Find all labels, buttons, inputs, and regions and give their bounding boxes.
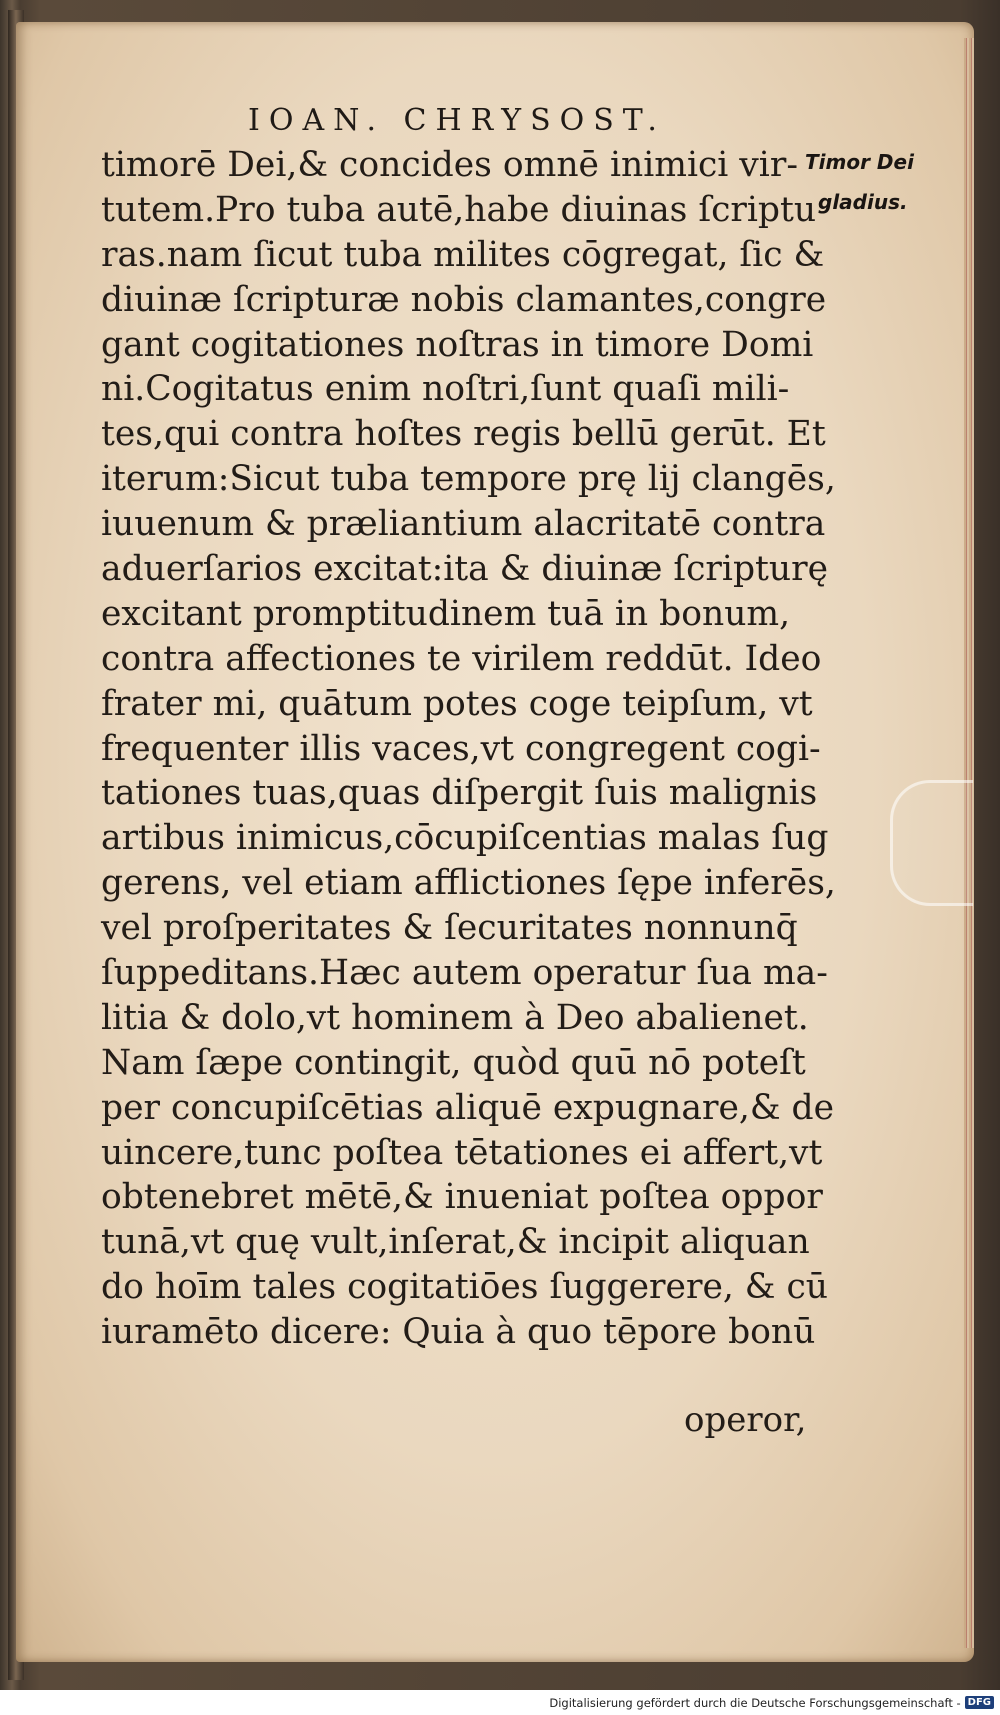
marginal-note: Timor Dei [805,150,914,174]
text-line: do hoīm tales cogitatiōes ſuggerere, & cū [101,1267,829,1308]
text-line: artibus inimicus,cōcupiſcentias malas ſug [101,818,829,859]
text-line: iuramēto dicere: Quia à quo tēpore bonū [101,1312,816,1353]
page-clip [890,780,973,906]
text-line: per concupiſcētias aliquē expugnare,& de [101,1087,835,1128]
text-line: vel proſperitates & ſecuritates nonnunq̄ [101,908,798,949]
dfg-logo: DFG [965,1696,994,1709]
text-line: frequenter illis vaces,vt congregent cogi- [101,728,821,769]
text-line: aduerſarios excitat:ita & diuinæ ſcripturę [101,549,829,590]
text-line: ni.Cogitatus enim noſtri,ſunt quaſi mili- [101,369,790,410]
text-line: tutem.Pro tuba autē,habe diuinas ſcriptu [101,189,817,230]
text-line: uincere,tunc poſtea tētationes ei affert,vt [101,1132,823,1173]
text-line: frater mi, quātum potes coge teipſum, vt [101,683,813,724]
text-line: diuinæ ſcripturæ nobis clamantes,congre [101,279,827,320]
body-text [101,143,861,1355]
running-header: IOAN. CHRYSOST. [248,103,666,138]
digitization-footer [0,1690,1000,1715]
text-line: tes,qui contra hoſtes regis bellū gerūt. Et [101,414,826,455]
text-line: ras.nam ſicut tuba milites cōgregat, ſic & [101,234,825,275]
text-line: gerens, vel etiam afflictiones ſępe inferēs, [101,863,836,904]
text-line: tunā,vt quę vult,inſerat,& incipit aliquan [101,1222,810,1263]
footer-text: Digitalisierung gefördert durch die Deutsche Forschungsgemeinschaft - [549,1695,961,1710]
text-line: contra affectiones te virilem reddūt. Ideo [101,638,822,679]
text-line: iterum:Sicut tuba tempore prę lij clangēs, [101,459,836,500]
catchword: operor, [684,1400,807,1440]
text-line: tationes tuas,quas diſpergit ſuis malignis [101,773,818,814]
text-line: Nam ſæpe contingit, quòd quū nō poteſt [101,1042,806,1083]
text-line: excitant promptitudinem tuā in bonum, [101,593,791,634]
text-line: timorē Dei,& concides omnē inimici vir- [101,145,798,185]
text-line: ſuppeditans.Hæc autem operatur ſua ma- [101,953,828,994]
text-line: obtenebret mētē,& inueniat poſtea oppor [101,1177,823,1218]
text-line: gant cogitationes noſtras in timore Domi [101,324,814,365]
text-line: iuuenum & præliantium alacritatē contra [101,504,826,545]
text-line: litia & dolo,vt hominem à Deo abalienet. [101,997,809,1038]
marginal-note: gladius. [818,190,908,214]
